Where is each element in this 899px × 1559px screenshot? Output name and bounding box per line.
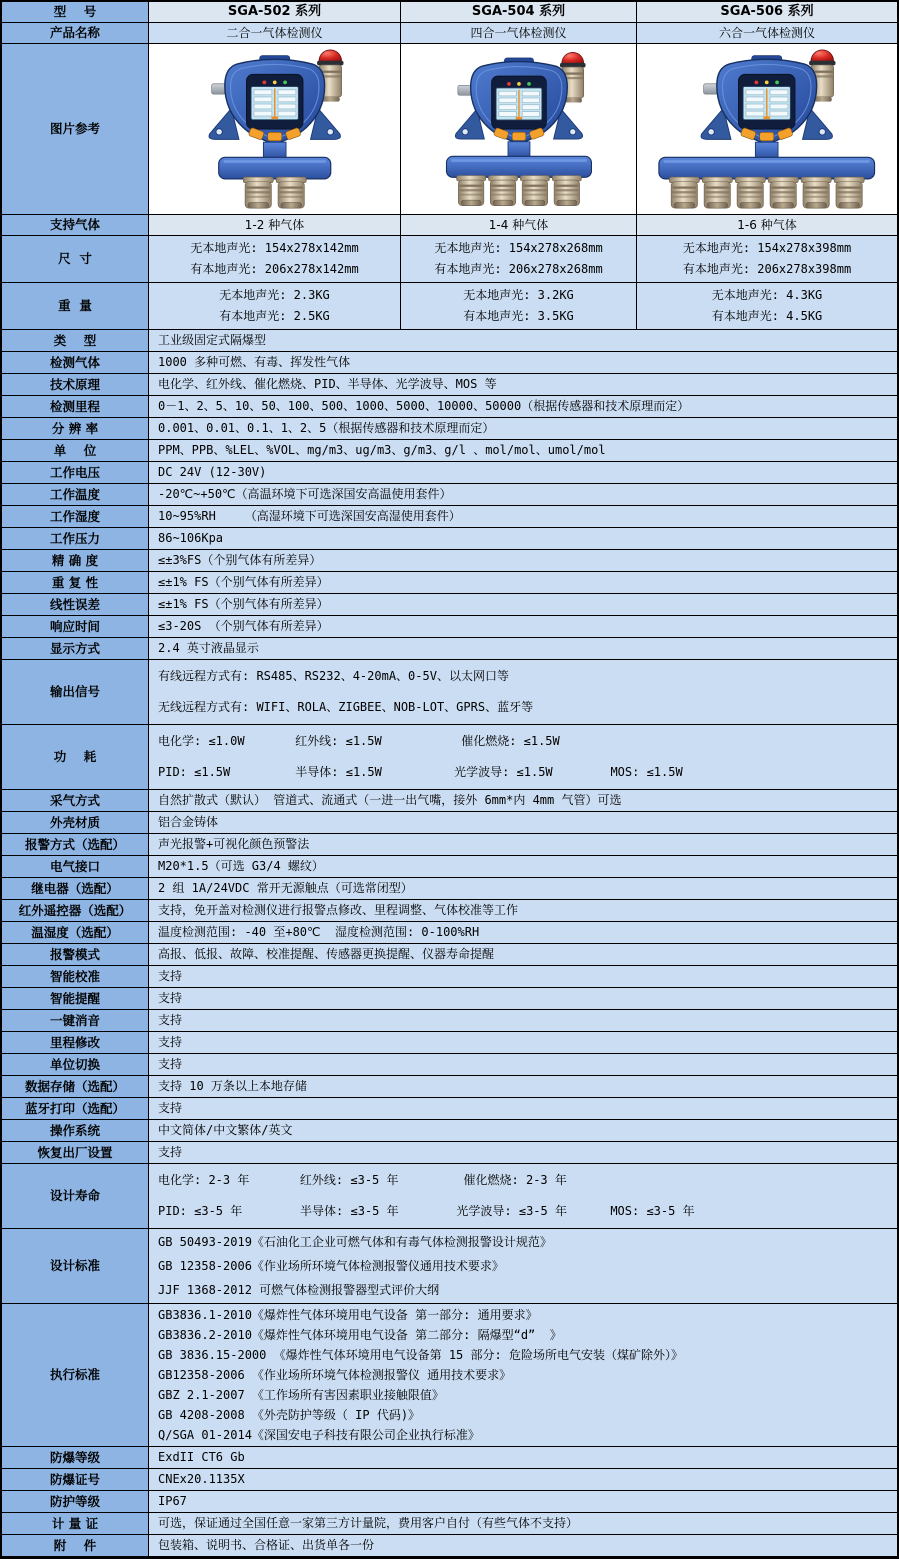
spec-line: ≤3-20S （个别气体有所差异） [158,619,329,633]
sensor-probe [552,175,581,205]
spec-row [2,660,897,725]
neck [263,142,286,159]
spec-row [2,1229,897,1304]
spec-line: ExdII CT6 Gb [158,1450,245,1464]
row-label: 工作压力 [2,528,149,550]
row-value [149,1491,897,1513]
spec-row [2,922,897,944]
spec-row [2,878,897,900]
row-label: 工作电压 [2,462,149,484]
spec-line: 支持 [158,1145,183,1159]
spec-row [2,1032,897,1054]
row-value [149,725,897,790]
spec-row [2,1491,897,1513]
spec-row [2,834,897,856]
spec-line: 1000 多种可燃、有毒、挥发性气体 [158,355,351,369]
spec-line: -20℃~+50℃（高温环境下可选深国安高温使用套件） [158,487,452,501]
sensor-probe [488,175,517,205]
row-label: 操作系统 [2,1120,149,1142]
row-label: 设计寿命 [2,1164,149,1229]
spec-row [2,725,897,790]
row-value [149,790,897,812]
sensor-probe [801,177,831,208]
row-value [149,1010,897,1032]
led-alarm [262,80,266,84]
gases-sga-506: 1-6 种气体 [637,215,897,236]
spec-rows [2,330,897,1557]
row-value [149,418,897,440]
product-name-sga-504: 四合一气体检测仪 [401,23,637,44]
spec-line: 2.4 英寸液晶显示 [158,641,259,655]
size-line: 无本地声光: 154x278x398mm [682,241,852,255]
row-value [149,834,897,856]
spec-row [2,440,897,462]
row-label: 一键消音 [2,1010,149,1032]
spec-row [2,374,897,396]
gases-sga-504: 1-4 种气体 [401,215,637,236]
spec-line: JJF 1368-2012 可燃气体检测报警器型式评价大纲 [158,1282,440,1297]
row-value [149,922,897,944]
spec-line: GB 12358-2006《作业场所环境气体检测报警仪通用技术要求》 [158,1258,504,1273]
row-label: 工作温度 [2,484,149,506]
spec-line: 支持，免开盖对检测仪进行报警点修改、里程调整、气体校准等工作 [158,903,519,917]
row-value [149,1032,897,1054]
row-value [149,572,897,594]
spec-row [2,484,897,506]
row-label-size: 尺 寸 [2,236,149,283]
supported-gases-row [2,215,897,236]
led-power [765,80,769,84]
spec-line: 电化学、红外线、催化燃烧、PID、半导体、光学波导、MOS 等 [158,377,497,391]
led-alarm [507,82,511,86]
row-label: 响应时间 [2,616,149,638]
spec-row [2,1010,897,1032]
row-value [149,528,897,550]
spec-row [2,616,897,638]
spec-line: GBZ 2.1-2007 《工作场所有害因素职业接触限值》 [158,1387,444,1402]
row-label: 采气方式 [2,790,149,812]
weight-line: 无本地声光: 3.2KG [463,288,574,302]
row-label: 重 复 性 [2,572,149,594]
weight-line: 无本地声光: 2.3KG [219,288,330,302]
row-value [149,878,897,900]
row-value [149,966,897,988]
spec-line: IP67 [158,1494,187,1508]
led-status [775,80,779,84]
spec-line: 铝合金铸体 [158,815,219,829]
size-line: 无本地声光: 154x278x268mm [434,241,603,255]
spec-line: 电化学: ≤1.0W 红外线: ≤1.5W 催化燃烧: ≤1.5W [158,734,560,748]
size-sga-502 [149,236,401,283]
sensor-probe [670,177,700,208]
spec-line: PPM、PPB、%LEL、%VOL、mg/m3、ug/m3、g/m3、g/l 、mol/mol、umol/mol [158,443,606,457]
spec-row [2,418,897,440]
spec-row [2,1447,897,1469]
spec-row [2,1164,897,1229]
weight-line: 无本地声光: 4.3KG [711,288,823,302]
row-label: 单位切换 [2,1054,149,1076]
spec-line: 包装箱、说明书、合格证、出货单各一份 [158,1538,375,1552]
row-value [149,660,897,725]
row-value [149,352,897,374]
spec-line: 支持 [158,969,183,983]
display-screen [246,74,303,129]
row-value [149,1054,897,1076]
spec-line: 可选，保证通过全国任意一家第三方计量院，费用客户自付（有些气体不支持） [158,1516,579,1530]
spec-row [2,1535,897,1557]
spec-line: 支持 [158,991,183,1005]
model-sga-504: SGA-504 系列 [401,2,637,23]
model-sga-506: SGA-506 系列 [637,2,897,23]
row-label: 报警模式 [2,944,149,966]
row-label-model: 型 号 [2,2,149,23]
spec-line: 0.001、0.01、0.1、1、2、5（根据传感器和技术原理而定） [158,421,495,435]
led-power [517,82,521,86]
row-value [149,616,897,638]
gas-detector-illustration-2in1 [149,46,400,212]
spec-row [2,790,897,812]
model-row [2,2,897,23]
spec-row [2,1076,897,1098]
product-name-row [2,23,897,44]
product-name-sga-502: 二合一气体检测仪 [149,23,401,44]
spec-line: 支持 10 万条以上本地存储 [158,1079,307,1093]
spec-row [2,1142,897,1164]
weight-line: 有本地声光: 4.5KG [711,309,823,323]
neck [508,142,530,158]
row-label-image: 图片参考 [2,44,149,215]
spec-line: GB3836.1-2010《爆炸性气体环境用电气设备 第一部分: 通用要求》 [158,1307,538,1322]
row-value [149,1120,897,1142]
display-screen [739,74,796,129]
product-image-cell [637,44,897,215]
row-label: 防爆等级 [2,1447,149,1469]
spec-line: 10~95%RH （高湿环境下可选深国安高湿使用套件） [158,509,461,523]
spec-line: GB3836.2-2010《爆炸性气体环境用电气设备 第二部分: 隔爆型“d” 》 [158,1327,562,1342]
spec-line: PID: ≤3-5 年 半导体: ≤3-5 年 光学波导: ≤3-5 年 MOS: ≤3-5 年 [158,1204,695,1218]
product-image-cell [401,44,637,215]
row-value [149,638,897,660]
size-line: 无本地声光: 154x278x142mm [190,241,359,255]
row-label: 蓝牙打印（选配） [2,1098,149,1120]
row-label: 执行标准 [2,1304,149,1447]
led-power [273,80,277,84]
spec-row [2,1513,897,1535]
spec-line: ≤±1% FS（个别气体有所差异） [158,597,329,611]
detector-head [209,56,340,145]
row-value [149,1535,897,1557]
model-sga-502: SGA-502 系列 [149,2,401,23]
row-label: 类 型 [2,330,149,352]
row-label: 报警方式（选配） [2,834,149,856]
size-line: 有本地声光: 206x278x398mm [682,262,852,276]
row-value [149,484,897,506]
row-value [149,550,897,572]
row-label: 精 确 度 [2,550,149,572]
row-value [149,1098,897,1120]
spec-row [2,506,897,528]
spec-line: GB 3836.15-2000 《爆炸性气体环境用电气设备第 15 部分: 危险场所电气安装（煤矿除外）》 [158,1347,683,1362]
sensor-probe [456,175,485,205]
row-label: 单 位 [2,440,149,462]
row-label: 里程修改 [2,1032,149,1054]
product-image-cell [149,44,401,215]
row-value [149,1164,897,1229]
sensor-probe [276,177,306,208]
row-label: 输出信号 [2,660,149,725]
row-value [149,1076,897,1098]
spec-row [2,550,897,572]
row-label: 智能校准 [2,966,149,988]
sensor-probe [243,177,273,208]
gases-sga-502: 1-2 种气体 [149,215,401,236]
spec-row [2,1120,897,1142]
spec-line: 有线远程方式有: RS485、RS232、4-20mA、0-5V、以太网口等 [158,669,509,683]
size-sga-506 [637,236,897,283]
sensor-probe [834,177,864,208]
row-label-product-name: 产品名称 [2,23,149,44]
spec-row [2,944,897,966]
weight-row [2,283,897,330]
spec-line: 支持 [158,1101,183,1115]
row-value [149,330,897,352]
spec-line: 支持 [158,1013,183,1027]
spec-line: M20*1.5（可选 G3/4 螺纹） [158,859,324,873]
spec-row [2,1304,897,1447]
spec-line: 0－1、2、5、10、50、100、500、1000、5000、10000、50000（根据传感器和技术原理而定） [158,399,690,413]
row-label: 防爆证号 [2,1469,149,1491]
spec-row [2,462,897,484]
row-label: 红外遥控器（选配） [2,900,149,922]
sensor-probe [768,177,798,208]
size-line: 有本地声光: 206x278x268mm [434,262,603,276]
spec-line: 支持 [158,1035,183,1049]
row-label: 分 辨 率 [2,418,149,440]
row-value [149,374,897,396]
row-value [149,506,897,528]
led-status [527,82,531,86]
display-screen [491,76,546,129]
spec-row [2,988,897,1010]
row-value [149,856,897,878]
spec-row [2,812,897,834]
image-row [2,44,897,215]
spec-row [2,352,897,374]
spec-line: 声光报警+可视化颜色预警法 [158,837,310,851]
size-line: 有本地声光: 206x278x142mm [190,262,359,276]
row-value [149,1447,897,1469]
row-value [149,396,897,418]
spec-row [2,638,897,660]
spec-row [2,330,897,352]
spec-line: 2 组 1A/24VDC 常开无源触点（可选常闭型） [158,881,413,895]
weight-sga-504 [401,283,637,330]
neck [756,142,779,159]
row-label: 检测里程 [2,396,149,418]
spec-line: 电化学: 2-3 年 红外线: ≤3-5 年 催化燃烧: 2-3 年 [158,1173,567,1187]
row-label: 智能提醒 [2,988,149,1010]
spec-line: 自然扩散式（默认） 管道式、流通式（一进一出气嘴，接外 6mm*内 4mm 气管）可选 [158,793,622,807]
product-name-sga-506: 六合一气体检测仪 [637,23,897,44]
spec-row [2,396,897,418]
spec-line: ≤±1% FS（个别气体有所差异） [158,575,329,589]
spec-row [2,572,897,594]
row-value [149,1304,897,1447]
row-label: 技术原理 [2,374,149,396]
row-label: 线性误差 [2,594,149,616]
spec-row [2,966,897,988]
spec-row [2,594,897,616]
row-value [149,1469,897,1491]
row-label-weight: 重 量 [2,283,149,330]
row-label: 温湿度（选配） [2,922,149,944]
row-value [149,462,897,484]
row-label-gases: 支持气体 [2,215,149,236]
sensor-probe [520,175,549,205]
row-value [149,1513,897,1535]
row-label: 工作湿度 [2,506,149,528]
row-label: 功 耗 [2,725,149,790]
size-row [2,236,897,283]
spec-row [2,900,897,922]
spec-line: 支持 [158,1057,183,1071]
row-value [149,900,897,922]
sensor-probe [735,177,765,208]
spec-line: 无线远程方式有: WIFI、ROLA、ZIGBEE、NOB-LOT、GPRS、蓝牙等 [158,700,534,714]
weight-line: 有本地声光: 2.5KG [219,309,330,323]
row-value [149,440,897,462]
row-value [149,944,897,966]
row-label: 外壳材质 [2,812,149,834]
spec-line: ≤±3%FS（个别气体有所差异） [158,553,322,567]
spec-row [2,856,897,878]
detector-head [701,56,832,145]
row-label: 防护等级 [2,1491,149,1513]
weight-sga-506 [637,283,897,330]
spec-line: GB 50493-2019《石油化工企业可燃气体和有毒气体检测报警设计规范》 [158,1234,552,1249]
spec-line: GB 4208-2008 《外壳防护等级（ IP 代码)》 [158,1407,421,1422]
row-value [149,812,897,834]
weight-line: 有本地声光: 3.5KG [463,309,574,323]
spec-row [2,1469,897,1491]
led-alarm [755,80,759,84]
row-label: 检测气体 [2,352,149,374]
row-label: 继电器（选配） [2,878,149,900]
spec-line: GB12358-2006 《作业场所环境气体检测报警仪 通用技术要求》 [158,1367,512,1382]
gas-detector-illustration-4in1 [401,46,636,212]
gas-detector-illustration-6in1 [637,46,897,212]
sensor-probe [702,177,732,208]
row-value [149,594,897,616]
row-value [149,988,897,1010]
row-label: 恢复出厂设置 [2,1142,149,1164]
row-label: 设计标准 [2,1229,149,1304]
row-value [149,1142,897,1164]
led-status [283,80,287,84]
size-sga-504 [401,236,637,283]
spec-row [2,528,897,550]
spec-line: DC 24V (12-30V) [158,465,267,479]
spec-row [2,1054,897,1076]
row-label: 计 量 证 [2,1513,149,1535]
spec-line: 温度检测范围: -40 至+80℃ 湿度检测范围: 0-100%RH [158,925,480,939]
row-label: 电气接口 [2,856,149,878]
row-label: 显示方式 [2,638,149,660]
spec-line: PID: ≤1.5W 半导体: ≤1.5W 光学波导: ≤1.5W MOS: ≤1.5W [158,765,683,779]
spec-line: 中文简体/中文繁体/英文 [158,1123,293,1137]
row-label: 数据存储（选配） [2,1076,149,1098]
spec-row [2,1098,897,1120]
spec-line: 高报、低报、故障、校准提醒、传感器更换提醒、仪器寿命提醒 [158,947,495,961]
spec-line: 工业级固定式隔爆型 [158,333,267,347]
detector-head [455,58,582,144]
spec-line: CNEx20.1135X [158,1472,245,1486]
spec-line: 86~106Kpa [158,531,224,545]
weight-sga-502 [149,283,401,330]
row-value [149,1229,897,1304]
spec-line: Q/SGA 01-2014《深国安电子科技有限公司企业执行标准》 [158,1427,480,1442]
row-label: 附 件 [2,1535,149,1557]
